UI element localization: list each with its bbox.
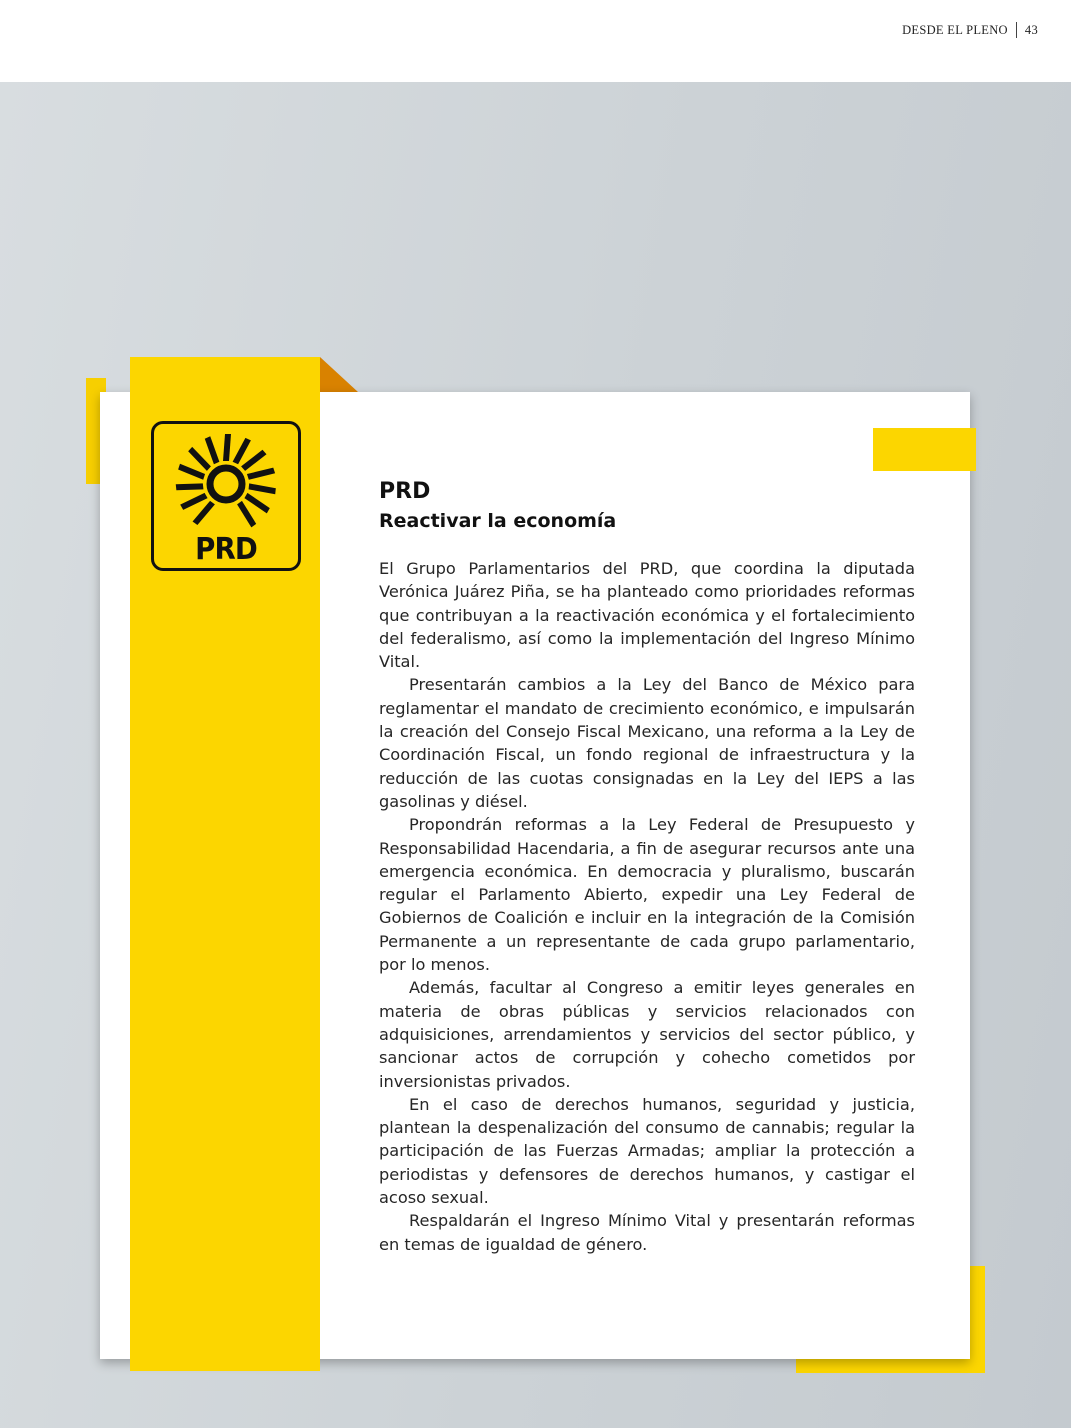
running-header [902, 22, 1038, 38]
paragraph: Propondrán reformas a la Ley Federal de Presupuesto y Responsabilidad Hacendaria, a fin de asegurar recursos ante una emergencia económica. En democracia y pluralismo, buscarán regular el Parlamento Abierto, expedir una Ley Federal de Gobiernos de Coalición e incluir en la integración de la Comisión Permanente a un representante de cada grupo parlamentario, por lo menos. [379, 815, 915, 975]
paragraph: En el caso de derechos humanos, seguridad y justicia, plantean la despenalización del consumo de cannabis; regular la participación de las Fuerzas Armadas; ampliar la protección a periodistas y defensores de derechos humanos, y castigar el acoso sexual. [379, 1094, 915, 1208]
page-number: 43 [1024, 22, 1038, 37]
fold-triangle [320, 357, 358, 392]
article-title: Reactivar la economía [379, 510, 617, 532]
logo-text: PRD [195, 532, 257, 567]
section-name: DESDE EL PLENO [902, 22, 1008, 37]
party-logo [151, 421, 301, 571]
article-content [379, 478, 915, 1256]
paragraph: Presentarán cambios a la Ley del Banco de México para reglamentar el mandato de crecimiento económico, e impulsarán la creación del Consejo Fiscal Mexicano, una reforma a la Ley de Coordinación Fiscal, un fondo regional de infraestructura y la reducción de las cuotas consignadas en la Ley del IEPS a las gasolinas y diésel. [379, 675, 915, 811]
yellow-top-right-tab [873, 428, 976, 471]
paragraph: El Grupo Parlamentarios del PRD, que coordina la diputada Verónica Juárez Piña, se ha planteado como prioridades reformas que contribuyan a la reactivación económica y el fortalecimiento del federalismo, así como la implementación del Ingreso Mínimo Vital. [379, 559, 915, 672]
paragraph: Respaldarán el Ingreso Mínimo Vital y presentarán reformas en temas de igualdad de género. [379, 1211, 915, 1254]
party-name: PRD [379, 479, 431, 504]
header-divider [1016, 22, 1017, 38]
article-body [379, 557, 915, 1256]
paragraph: Además, facultar al Congreso a emitir leyes generales en materia de obras públicas y servicios relacionados con adquisiciones, arrendamientos y servicios del sector público, y sancionar actos de corrupción y cohecho cometidos por inversionistas privados. [379, 978, 915, 1091]
